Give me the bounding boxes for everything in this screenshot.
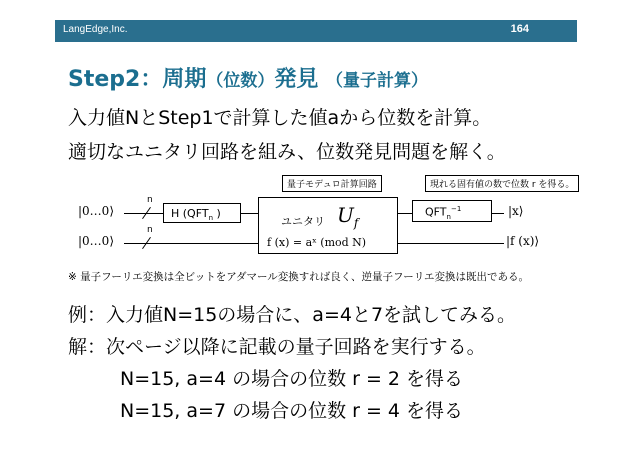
bottom-n-label: n xyxy=(147,225,153,235)
unitary-label: ユニタリ xyxy=(281,215,325,228)
body-line-2: 適切なユニタリ回路を組み、位数発見問題を解く。 xyxy=(68,141,506,163)
header-bar xyxy=(55,20,577,42)
title-paren1: （位数） xyxy=(206,71,275,91)
callout-modulo: 量子モデュロ計算回路 xyxy=(282,175,382,192)
title-main: Step2：周期 xyxy=(68,67,207,92)
top-n-label: n xyxy=(147,195,153,205)
inverse-qft-box xyxy=(412,200,492,222)
footnote: ※ 量子フーリエ変換は全ビットをアダマール変換すれば良く、逆量子フーリエ変換は既出である。 xyxy=(68,271,530,283)
inverse-qft-label: $QFT_n^{-1}$ xyxy=(425,205,462,221)
page-number: 164 xyxy=(510,23,529,35)
title-paren2: （量子計算） xyxy=(326,71,429,91)
input-top-ket: |0…0⟩ xyxy=(78,204,114,218)
input-bottom-ket: |0…0⟩ xyxy=(78,234,114,248)
unitary-box xyxy=(258,197,398,254)
result-a7: N=15, a=7 の場合の位数 r = 4 を得る xyxy=(120,400,464,422)
output-top-ket: |x⟩ xyxy=(508,204,524,218)
unitary-symbol: $U_f$ xyxy=(337,203,359,230)
slide-title xyxy=(68,62,428,93)
modexp-function: f (x) = aˣ (mod N) xyxy=(267,236,367,249)
hadamard-box xyxy=(163,203,241,223)
hadamard-label: H ($QFT_n$ ) xyxy=(171,207,221,223)
output-bottom-ket: |f (x)⟩ xyxy=(506,234,540,248)
example-line: 例：入力値N=15の場合に、a=4と7を試してみる。 xyxy=(68,304,517,326)
result-a4: N=15, a=4 の場合の位数 r = 2 を得る xyxy=(120,368,464,390)
company-name: LangEdge,Inc. xyxy=(63,24,128,35)
solution-line: 解：次ページ以降に記載の量子回路を実行する。 xyxy=(68,336,486,358)
body-line-1: 入力値NとStep1で計算した値aから位数を計算。 xyxy=(68,107,492,129)
callout-eigenvalue: 現れる固有値の数で位数 r を得る。 xyxy=(425,175,579,192)
title-main2: 発見 xyxy=(274,67,319,92)
